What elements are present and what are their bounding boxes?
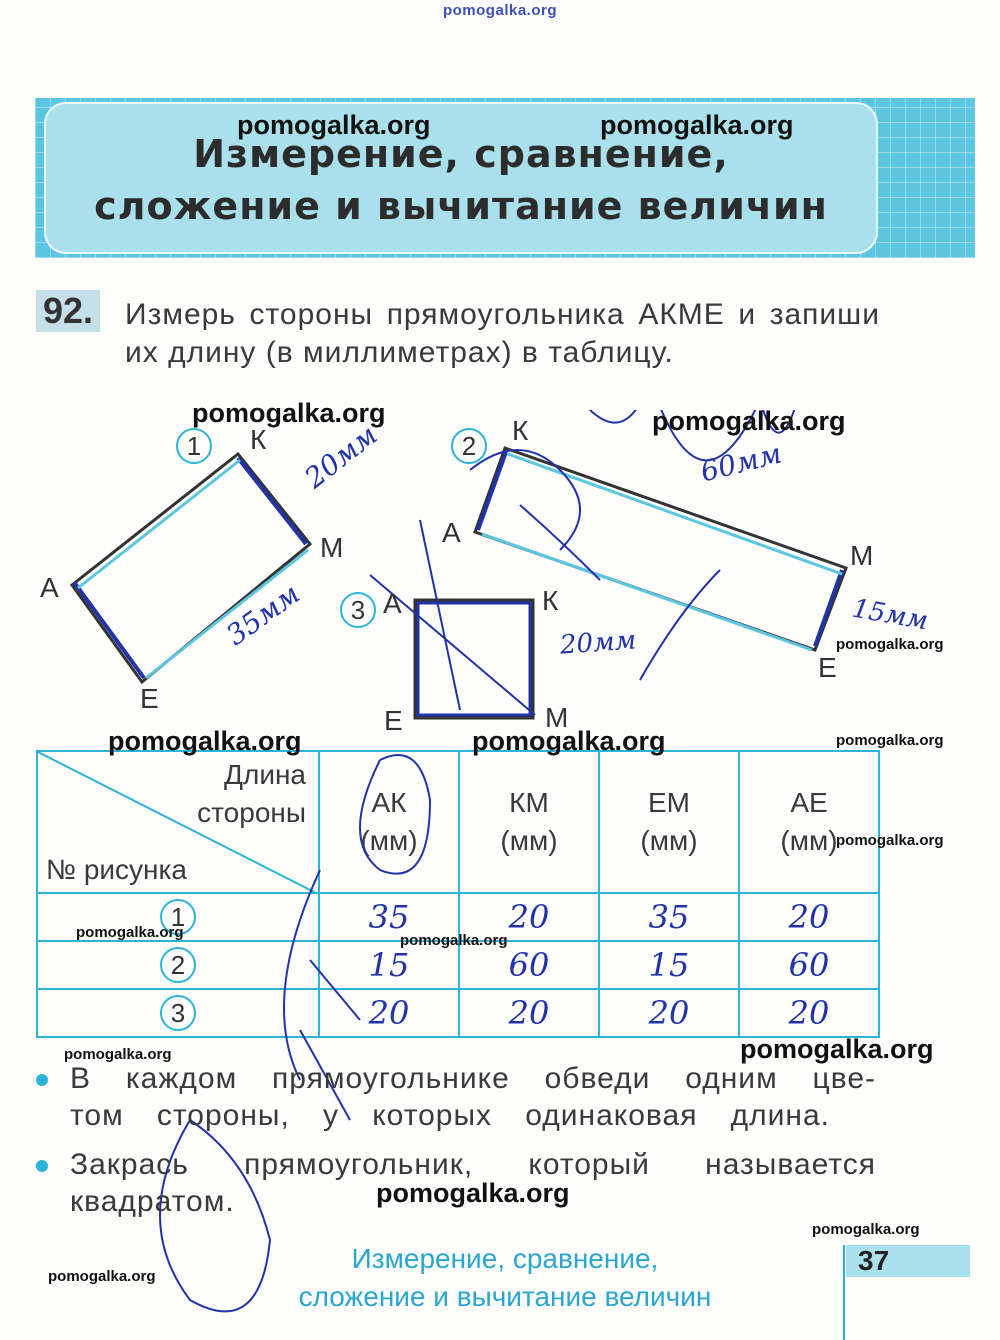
watermark: pomogalka.org <box>48 1268 156 1285</box>
ink-trace <box>74 582 144 678</box>
fig3-number: 3 <box>340 592 376 628</box>
table-corner-bottom: № рисунка <box>46 854 187 885</box>
watermark: pomogalka.org <box>76 924 184 941</box>
ink-trace <box>815 570 842 646</box>
watermark: pomogalka.org <box>836 636 944 653</box>
row-number: 1 <box>160 899 196 935</box>
ink-trace <box>238 458 306 544</box>
fig1-note-top: 20мм <box>298 418 384 495</box>
fig3-label-e: Е <box>384 705 403 736</box>
fig3-label-k: К <box>542 585 559 616</box>
fig2-number: 2 <box>451 428 487 464</box>
fig2-label-a: А <box>442 517 461 548</box>
fig1-label-e: Е <box>140 683 159 714</box>
cell-value: 60 <box>739 941 879 989</box>
bullet-1-line1: В каждом прямоугольнике обведи одним цве- <box>36 1060 876 1097</box>
watermark: pomogalka.org <box>237 110 431 140</box>
fig2-label-m: М <box>850 540 874 571</box>
fig2-label-e: Е <box>818 652 837 683</box>
watermark: pomogalka.org <box>600 110 794 140</box>
cell-value: 60 <box>459 941 599 989</box>
watermark: pomogalka.org <box>108 726 302 756</box>
watermark: pomogalka.org <box>652 406 846 436</box>
fig3-label-a: А <box>383 588 402 619</box>
cell-value: 20 <box>459 989 599 1037</box>
task-number: 92. <box>36 290 100 332</box>
fig3-note-side: 20мм <box>559 625 638 661</box>
page-number: 37 <box>846 1245 970 1277</box>
task-text: Измерь стороны прямоугольника АКМЕ и запиши их длину (в миллиметрах) в таблицу. <box>125 298 880 369</box>
fig3-label-m: М <box>545 702 569 733</box>
cell-value: 20 <box>739 893 879 941</box>
watermark: pomogalka.org <box>400 932 508 949</box>
cell-value: 20 <box>319 989 459 1037</box>
footer-title-line1: Измерение, сравнение, <box>351 1243 659 1274</box>
column-header-em: ЕМ (мм) <box>599 751 739 893</box>
watermark: pomogalka.org <box>192 398 386 428</box>
top-watermark: pomogalka.org <box>442 2 557 19</box>
fig2-label-k: К <box>512 415 529 446</box>
row-number: 2 <box>160 947 196 983</box>
header-title-line1: Измерение, сравнение, <box>193 132 729 176</box>
watermark: pomogalka.org <box>836 832 944 849</box>
fig1-label-m: М <box>320 532 344 563</box>
table-corner-top-line1: Длина <box>224 759 306 790</box>
fig1-label-k: К <box>250 424 267 455</box>
fig2-note-top: 60мм <box>697 436 785 489</box>
cell-value: 35 <box>599 893 739 941</box>
footer-divider <box>843 1245 845 1340</box>
bullet-dot <box>36 1160 48 1172</box>
bullet-dot <box>36 1074 48 1086</box>
watermark: pomogalka.org <box>740 1034 934 1064</box>
fig1-note-bottom: 35мм <box>220 577 306 652</box>
cell-value: 20 <box>599 989 739 1037</box>
watermark: pomogalka.org <box>472 726 666 756</box>
footer-title-line2: сложение и вычитание величин <box>298 1281 712 1312</box>
cell-value: 15 <box>599 941 739 989</box>
ink-trace <box>508 454 842 574</box>
fig1-label-a: А <box>40 572 59 603</box>
cell-value: 20 <box>459 893 599 941</box>
rectangle-1 <box>72 454 310 682</box>
watermark: pomogalka.org <box>812 1221 920 1238</box>
watermark: pomogalka.org <box>64 1046 172 1063</box>
ink-trace <box>78 460 240 588</box>
row-number: 3 <box>160 995 196 1031</box>
watermark: pomogalka.org <box>836 732 944 749</box>
fig1-number: 1 <box>176 428 212 464</box>
cell-value: 20 <box>739 989 879 1037</box>
cell-value: 15 <box>319 941 459 989</box>
header-title-line2: сложение и вычитание величин <box>94 184 828 228</box>
bullet-1-line2: том стороны, у которых одинаковая длина. <box>70 1099 830 1132</box>
column-header-ak: АК (мм) <box>319 751 459 893</box>
column-header-ae: АЕ (мм) <box>739 751 879 893</box>
bullet-2-line1: Закрась прямоугольник, который называется <box>36 1146 876 1183</box>
table-corner-top-line2: стороны <box>197 797 306 828</box>
fig2-note-side: 15мм <box>849 593 931 637</box>
watermark: pomogalka.org <box>376 1178 570 1208</box>
bullet-2-line2: квадратом. <box>70 1185 235 1218</box>
cell-value: 35 <box>319 893 459 941</box>
column-header-km: КМ (мм) <box>459 751 599 893</box>
